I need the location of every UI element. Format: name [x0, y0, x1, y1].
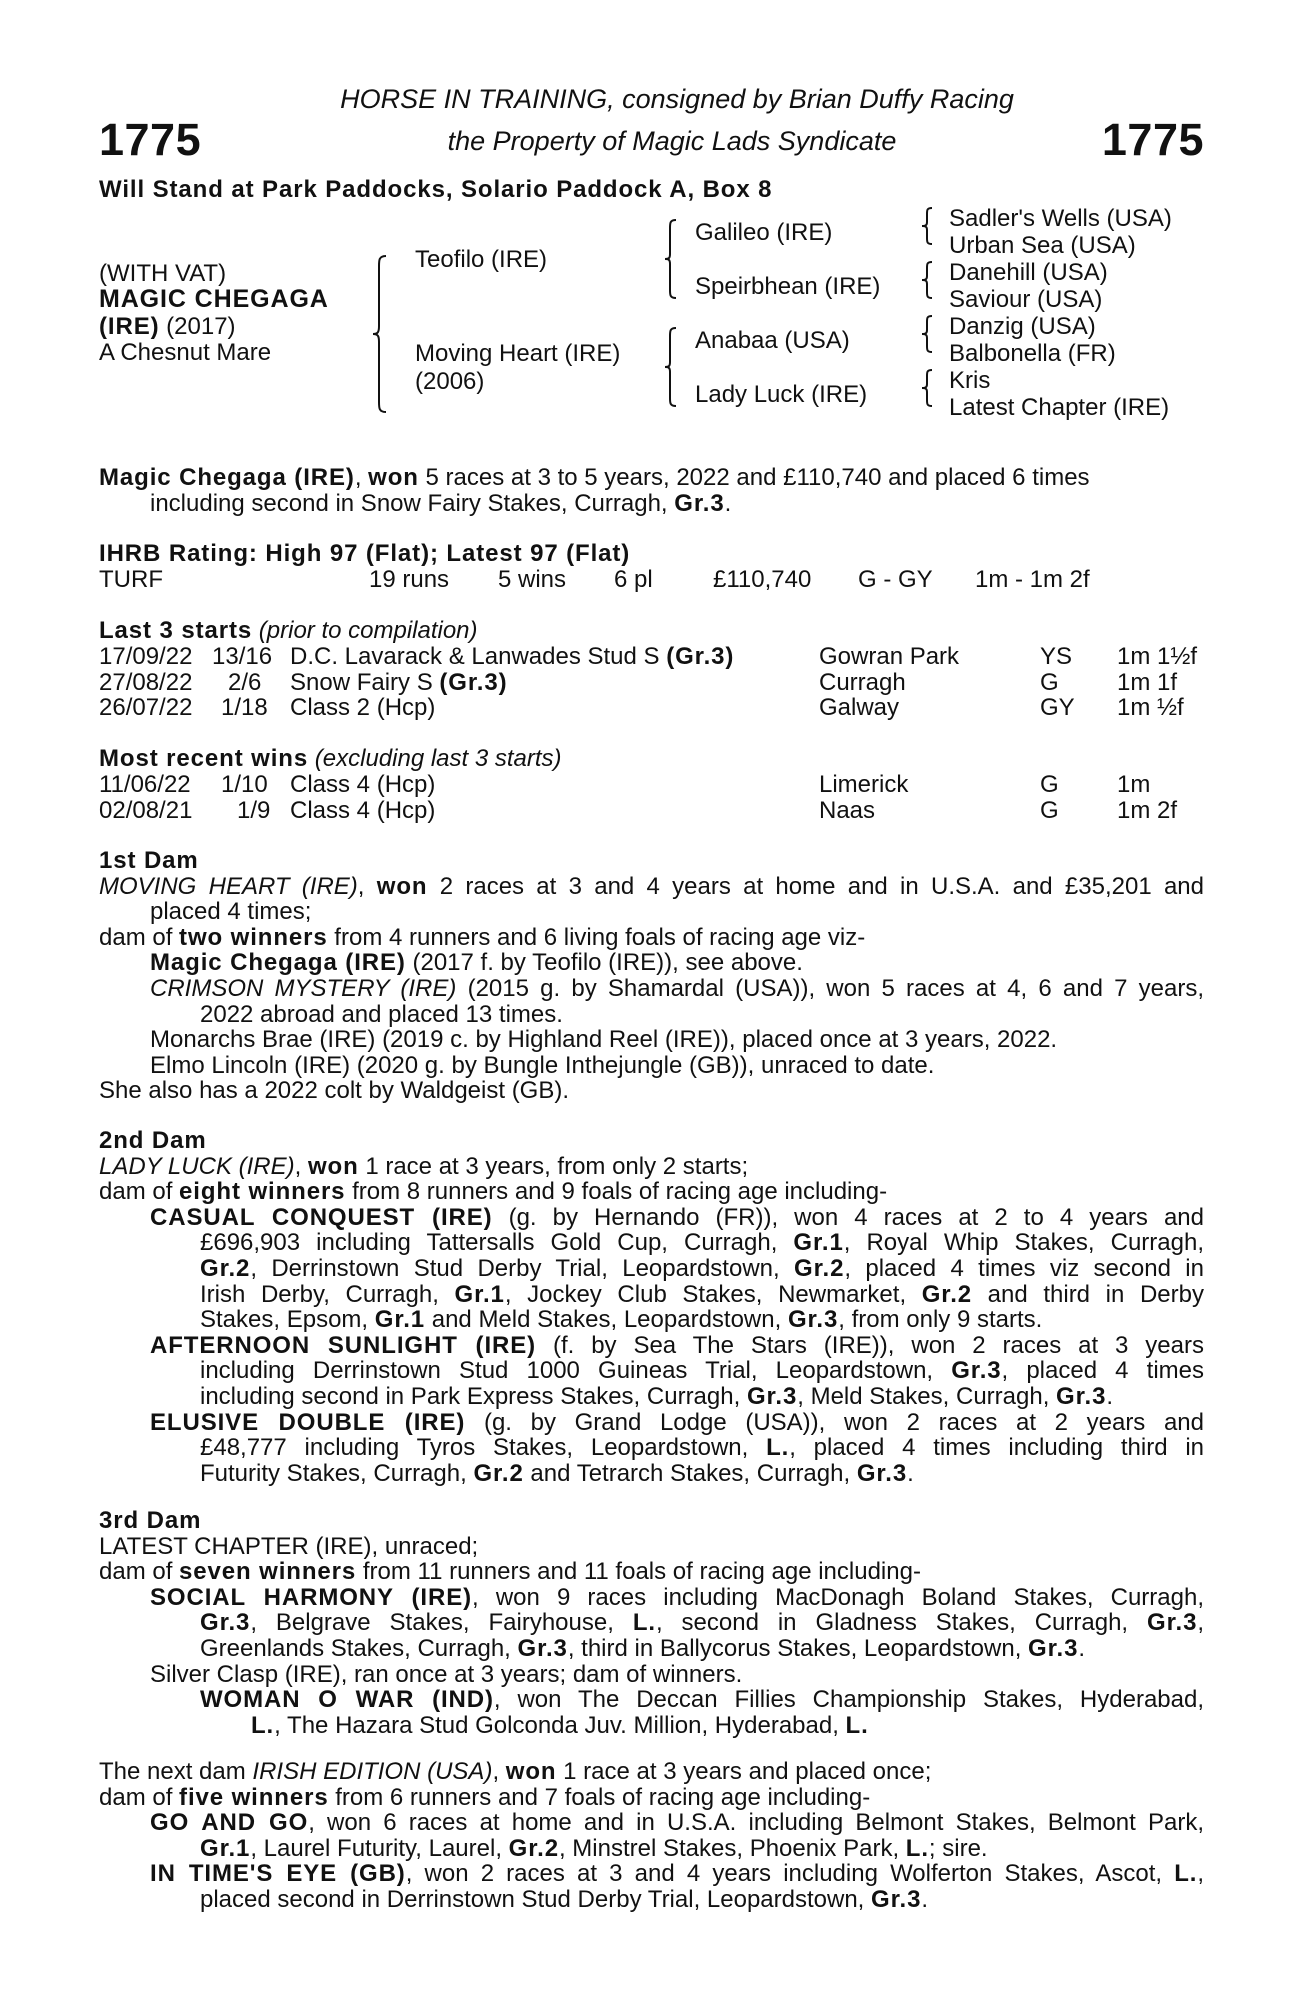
pedigree-dam-sire: Anabaa (USA)	[695, 327, 850, 354]
next-dam-produce: IN TIME'S EYE (GB), won 2 races at 3 and 4 years including Wolferton Stakes, Ascot, L.,	[150, 1860, 1205, 1888]
horse-country: (IRE)	[99, 313, 160, 340]
second-dam-heading: 2nd Dam	[99, 1127, 207, 1154]
second-dam-produce: AFTERNOON SUNLIGHT (IRE) (f. by Sea The Stars (IRE)), won 2 races at 3 years	[150, 1331, 1204, 1359]
recent-wins-table	[99, 772, 1209, 823]
third-dam-produce: WOMAN O WAR (IND), won The Deccan Fillies Championship Stakes, Hyderabad,	[200, 1686, 1204, 1714]
lot-number-right: 1775	[1101, 114, 1204, 165]
last-3-starts-table	[99, 644, 1209, 721]
second-dam-produce: Gr.2, Derrinstown Stud Derby Trial, Leopardstown, Gr.2, placed 4 times viz second in	[200, 1254, 1204, 1282]
second-dam-line: dam of eight winners from 8 runners and 9 foals of racing age including-	[99, 1178, 888, 1206]
second-dam-produce: ELUSIVE DOUBLE (IRE) (g. by Grand Lodge (USA)), won 2 races at 2 years and	[150, 1408, 1204, 1436]
first-dam-produce: CRIMSON MYSTERY (IRE) (2015 g. by Shamardal (USA)), won 5 races at 4, 6 and 7 years,	[150, 974, 1204, 1002]
consignor-line: HORSE IN TRAINING, consigned by Brian Duffy Racing	[340, 84, 1014, 114]
horse-name: MAGIC CHEGAGA	[99, 285, 329, 313]
start-row: 27/08/22 2/6 Snow Fairy S (Gr.3) Curragh G 1m 1f	[99, 668, 1178, 696]
win-row: 11/06/22 1/10 Class 4 (Hcp) Limerick G 1m	[99, 771, 1151, 798]
start-row: 17/09/22 13/16 D.C. Lavarack & Lanwades Stud S (Gr.3) Gowran Park YS 1m 1½f	[99, 643, 1198, 670]
summary-line-1: Magic Chegaga (IRE), won 5 races at 3 to 5 years, 2022 and £110,740 and placed 6 times	[99, 464, 1090, 491]
first-dam-produce: Monarchs Brae (IRE) (2019 c. by Highland Reel (IRE)), placed once at 3 years, 2022.	[150, 1026, 1058, 1054]
first-dam-produce: Elmo Lincoln (IRE) (2020 g. by Bungle Inthejungle (GB)), unraced to date.	[150, 1051, 935, 1079]
third-dam-produce: Greenlands Stakes, Curragh, Gr.3, third in Ballycorus Stakes, Leopardstown, Gr.3.	[200, 1634, 1086, 1662]
second-dam-produce: Stakes, Epsom, Gr.1 and Meld Stakes, Leopardstown, Gr.3, from only 9 starts.	[200, 1306, 1043, 1334]
horse-description: A Chesnut Mare	[99, 339, 272, 366]
pedigree-g-3: Danehill (USA)	[949, 259, 1108, 286]
next-dam-section	[99, 1759, 1204, 1913]
second-dam-section	[99, 1128, 1204, 1486]
third-dam-section	[99, 1508, 1204, 1738]
second-dam-produce: including second in Park Express Stakes, Curragh, Gr.3, Meld Stakes, Curragh, Gr.3.	[200, 1382, 1114, 1410]
next-dam-produce: GO AND GO, won 6 races at home and in U.S.A. including Belmont Stakes, Belmont Park,	[150, 1809, 1204, 1837]
next-dam-line: The next dam IRISH EDITION (USA), won 1 race at 3 years and placed once;	[99, 1758, 932, 1785]
turf-label: TURF	[99, 566, 163, 593]
pedigree-bracket-main	[372, 254, 392, 414]
horse-origin-year	[99, 314, 236, 340]
third-dam-line: LATEST CHAPTER (IRE), unraced;	[99, 1532, 479, 1560]
first-dam-section	[99, 848, 1204, 1104]
start-row: 26/07/22 1/18 Class 2 (Hcp) Galway GY 1m ½f	[99, 694, 1184, 722]
pedigree-bracket-g1	[921, 206, 937, 246]
third-dam-line: dam of seven winners from 11 runners and 11 foals of racing age including-	[99, 1558, 921, 1586]
pedigree-g-7: Kris	[949, 367, 991, 394]
stand-location: Will Stand at Park Paddocks, Solario Paddock A, Box 8	[99, 176, 773, 203]
pedigree-g-6: Balbonella (FR)	[949, 340, 1116, 367]
lot-number-left: 1775	[99, 114, 202, 165]
horse-year: (2017)	[159, 313, 236, 340]
pedigree-g-4: Saviour (USA)	[949, 286, 1103, 313]
third-dam-produce: Gr.3, Belgrave Stakes, Fairyhouse, L., second in Gladness Stakes, Curragh, Gr.3,	[200, 1609, 1204, 1637]
second-dam-produce: Irish Derby, Curragh, Gr.1, Jockey Club Stakes, Newmarket, Gr.2 and third in Derby	[200, 1280, 1204, 1308]
second-dam-produce: including Derrinstown Stud 1000 Guineas Trial, Leopardstown, Gr.3, placed 4 times	[200, 1357, 1204, 1385]
pedigree-sire-sire: Galileo (IRE)	[695, 219, 833, 246]
turf-placed: 6 pl	[614, 566, 653, 593]
first-dam-produce: 2022 abroad and placed 13 times.	[200, 1000, 563, 1028]
second-dam-line: LADY LUCK (IRE), won 1 race at 3 years, from only 2 starts;	[99, 1152, 749, 1180]
first-dam-produce: Magic Chegaga (IRE) (2017 f. by Teofilo (IRE)), see above.	[150, 949, 803, 977]
vat-label: (WITH VAT)	[99, 260, 227, 287]
turf-going: G - GY	[858, 566, 933, 593]
third-dam-produce: L., The Hazara Stud Golconda Juv. Million, Hyderabad, L.	[251, 1711, 869, 1739]
pedigree-dam-year: (2006)	[415, 368, 485, 395]
third-dam-produce: SOCIAL HARMONY (IRE), won 9 races including MacDonagh Boland Stakes, Curragh,	[150, 1583, 1204, 1611]
turf-runs: 19 runs	[369, 566, 450, 593]
pedigree-dam-dam: Lady Luck (IRE)	[695, 381, 868, 408]
next-dam-line: dam of five winners from 6 runners and 7 foals of racing age including-	[99, 1783, 871, 1811]
pedigree-sire: Teofilo (IRE)	[415, 246, 548, 273]
pedigree-g-8: Latest Chapter (IRE)	[949, 394, 1170, 421]
pedigree-g-2: Urban Sea (USA)	[949, 232, 1136, 259]
pedigree-g-1: Sadler's Wells (USA)	[949, 205, 1172, 232]
summary-line-2: including second in Snow Fairy Stakes, Curragh, Gr.3.	[150, 489, 732, 517]
first-dam-heading: 1st Dam	[99, 847, 199, 874]
pedigree-sire-dam: Speirbhean (IRE)	[695, 273, 881, 300]
first-dam-line: placed 4 times;	[150, 898, 312, 926]
win-row: 02/08/21 1/9 Class 4 (Hcp) Naas G 1m 2f	[99, 796, 1178, 824]
first-dam-line: She also has a 2022 colt by Waldgeist (GB).	[99, 1077, 570, 1105]
turf-distance: 1m - 1m 2f	[975, 566, 1090, 593]
next-dam-produce: placed second in Derrinstown Stud Derby Trial, Leopardstown, Gr.3.	[200, 1885, 928, 1913]
pedigree-bracket-g3	[921, 314, 937, 354]
second-dam-produce: Futurity Stakes, Curragh, Gr.2 and Tetrarch Stakes, Curragh, Gr.3.	[200, 1459, 914, 1487]
recent-wins-heading: Most recent wins (excluding last 3 starts)	[99, 745, 562, 772]
pedigree-g-5: Danzig (USA)	[949, 313, 1096, 340]
first-dam-line: MOVING HEART (IRE), won 2 races at 3 and 4 years at home and in U.S.A. and £35,201 and	[99, 872, 1205, 900]
pedigree-bracket-g2	[921, 260, 937, 300]
ihrb-rating: IHRB Rating: High 97 (Flat); Latest 97 (Flat)	[99, 540, 631, 567]
turf-wins: 5 wins	[498, 566, 567, 593]
second-dam-produce: CASUAL CONQUEST (IRE) (g. by Hernando (FR)), won 4 races at 2 to 4 years and	[150, 1203, 1204, 1231]
pedigree-dam: Moving Heart (IRE)	[415, 340, 621, 367]
pedigree-bracket-g4	[921, 368, 937, 408]
second-dam-produce: £696,903 including Tattersalls Gold Cup, Curragh, Gr.1, Royal Whip Stakes, Curragh,	[200, 1229, 1204, 1257]
turf-earnings: £110,740	[713, 566, 812, 593]
race-summary	[99, 465, 1204, 516]
second-dam-produce: £48,777 including Tyros Stakes, Leopardstown, L., placed 4 times including third in	[200, 1434, 1204, 1462]
property-line: the Property of Magic Lads Syndicate	[447, 126, 897, 156]
next-dam-produce: Gr.1, Laurel Futurity, Laurel, Gr.2, Minstrel Stakes, Phoenix Park, L.; sire.	[200, 1834, 988, 1862]
pedigree-bracket-sire	[664, 218, 682, 300]
third-dam-heading: 3rd Dam	[99, 1507, 202, 1534]
first-dam-line: dam of two winners from 4 runners and 6 living foals of racing age viz-	[99, 923, 866, 951]
third-dam-produce: Silver Clasp (IRE), ran once at 3 years; dam of winners.	[150, 1660, 743, 1688]
last-3-starts-heading: Last 3 starts (prior to compilation)	[99, 617, 478, 644]
pedigree-bracket-dam	[664, 326, 682, 408]
